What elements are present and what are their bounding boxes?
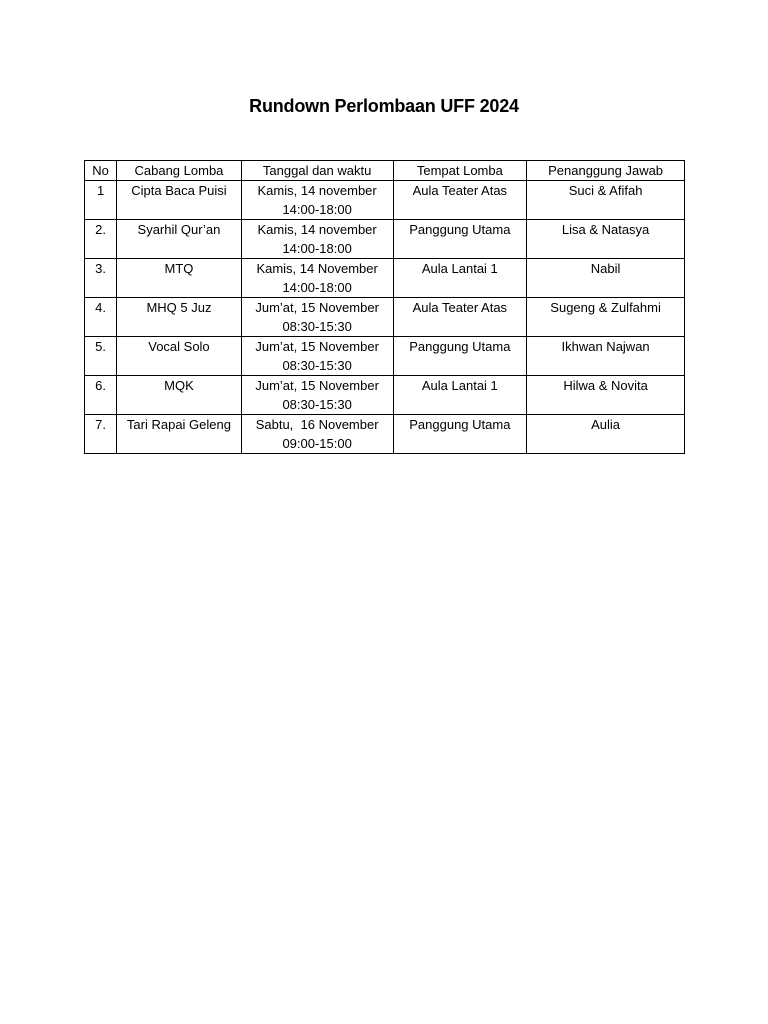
- table-row: [85, 181, 685, 220]
- table-row: [85, 298, 685, 337]
- header-no: No: [85, 161, 117, 181]
- cell-no: 5.: [85, 337, 117, 376]
- cell-tempat-lomba: Aula Lantai 1: [393, 376, 527, 415]
- cell-penanggung-jawab: Sugeng & Zulfahmi: [527, 298, 685, 337]
- cell-no: 1: [85, 181, 117, 220]
- cell-penanggung-jawab: Suci & Afifah: [527, 181, 685, 220]
- cell-tanggal-waktu: [241, 376, 393, 415]
- header-tanggal-waktu: Tanggal dan waktu: [241, 161, 393, 181]
- table-row: [85, 259, 685, 298]
- cell-no: 6.: [85, 376, 117, 415]
- cell-tanggal: Sabtu, 16 November: [255, 417, 379, 432]
- cell-tempat-lomba: Aula Teater Atas: [393, 181, 527, 220]
- cell-waktu: 09:00-15:00: [282, 436, 352, 451]
- cell-tempat-lomba: Panggung Utama: [393, 337, 527, 376]
- cell-no: 7.: [85, 415, 117, 454]
- cell-tanggal: Jum’at, 15 November: [255, 339, 379, 354]
- table-row: [85, 415, 685, 454]
- cell-tanggal-waktu: [241, 298, 393, 337]
- cell-cabang-lomba: MQK: [117, 376, 242, 415]
- cell-penanggung-jawab: Ikhwan Najwan: [527, 337, 685, 376]
- table-row: [85, 376, 685, 415]
- cell-waktu: 08:30-15:30: [282, 358, 352, 373]
- cell-tempat-lomba: Aula Teater Atas: [393, 298, 527, 337]
- table-row: [85, 337, 685, 376]
- cell-waktu: 08:30-15:30: [282, 397, 352, 412]
- cell-tempat-lomba: Panggung Utama: [393, 220, 527, 259]
- cell-waktu: 08:30-15:30: [282, 319, 352, 334]
- cell-tanggal-waktu: [241, 337, 393, 376]
- cell-cabang-lomba: Vocal Solo: [117, 337, 242, 376]
- cell-tanggal-waktu: [241, 259, 393, 298]
- cell-cabang-lomba: Cipta Baca Puisi: [117, 181, 242, 220]
- cell-cabang-lomba: MHQ 5 Juz: [117, 298, 242, 337]
- cell-no: 3.: [85, 259, 117, 298]
- cell-tanggal: Kamis, 14 november: [257, 222, 377, 237]
- header-tempat-lomba: Tempat Lomba: [393, 161, 527, 181]
- cell-penanggung-jawab: Hilwa & Novita: [527, 376, 685, 415]
- header-penanggung-jawab: Penanggung Jawab: [527, 161, 685, 181]
- document-title: Rundown Perlombaan UFF 2024: [249, 96, 519, 116]
- cell-waktu: 14:00-18:00: [282, 280, 352, 295]
- table-header-row: [85, 161, 685, 181]
- cell-tanggal: Jum’at, 15 November: [255, 378, 379, 393]
- cell-tanggal: Jum’at, 15 November: [255, 300, 379, 315]
- cell-waktu: 14:00-18:00: [282, 202, 352, 217]
- cell-cabang-lomba: MTQ: [117, 259, 242, 298]
- cell-tanggal-waktu: [241, 181, 393, 220]
- cell-no: 4.: [85, 298, 117, 337]
- header-cabang-lomba: Cabang Lomba: [117, 161, 242, 181]
- cell-cabang-lomba: Syarhil Qur’an: [117, 220, 242, 259]
- cell-tanggal: Kamis, 14 november: [257, 183, 377, 198]
- rundown-table: [84, 160, 685, 454]
- cell-waktu: 14:00-18:00: [282, 241, 352, 256]
- cell-tempat-lomba: Aula Lantai 1: [393, 259, 527, 298]
- cell-no: 2.: [85, 220, 117, 259]
- cell-penanggung-jawab: Lisa & Natasya: [527, 220, 685, 259]
- cell-penanggung-jawab: Nabil: [527, 259, 685, 298]
- cell-penanggung-jawab: Aulia: [527, 415, 685, 454]
- table-row: [85, 220, 685, 259]
- cell-cabang-lomba: Tari Rapai Geleng: [117, 415, 242, 454]
- cell-tanggal-waktu: [241, 415, 393, 454]
- cell-tempat-lomba: Panggung Utama: [393, 415, 527, 454]
- cell-tanggal: Kamis, 14 November: [256, 261, 378, 276]
- cell-tanggal-waktu: [241, 220, 393, 259]
